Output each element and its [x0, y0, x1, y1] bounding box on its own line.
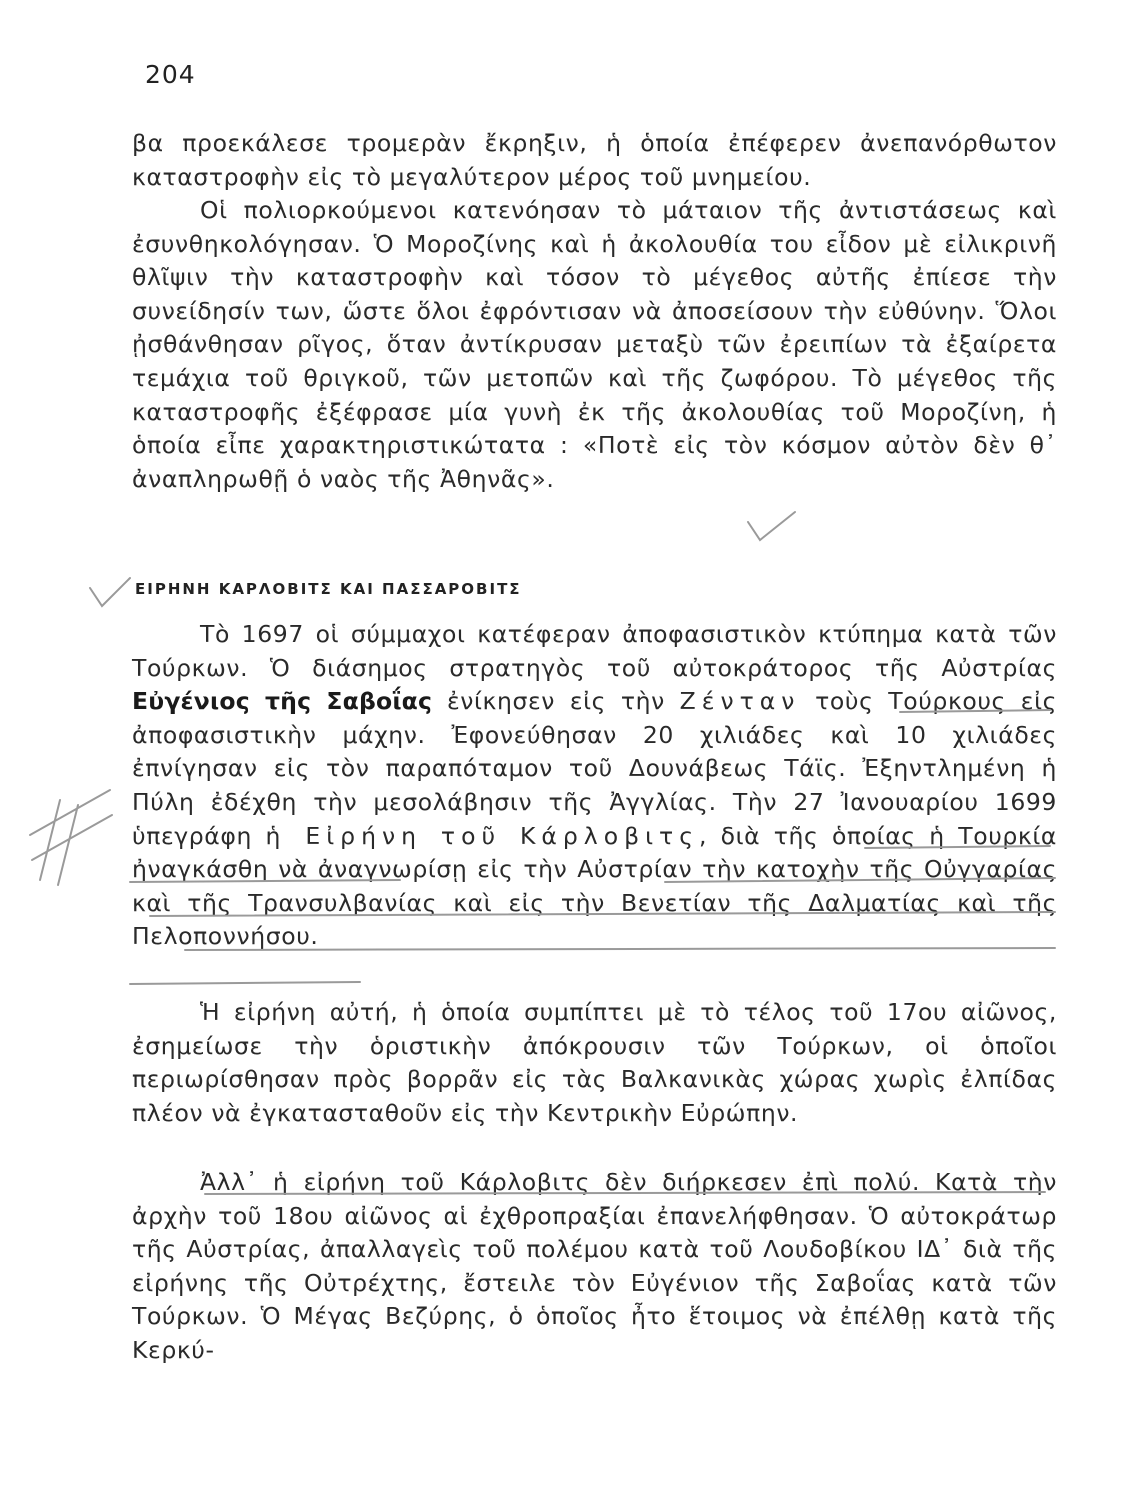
- hash-mark: [30, 790, 112, 885]
- paragraph-3-text-b: ἐνίκησεν εἰς τὴν: [432, 687, 680, 716]
- section-heading: ΕΙΡΗΝΗ ΚΑΡΛΟΒΙΤΣ ΚΑΙ ΠΑΣΣΑΡΟΒΙΤΣ: [135, 580, 522, 598]
- paragraph-4: Ἡ εἰρήνη αὐτή, ἡ ὁποία συμπίπτει μὲ τὸ τέλος τοῦ 17ου αἰῶνος, ἐσημείωσε τὴν ὁριστικὴν ἀπόκρουσιν τῶν Τούρκων, οἱ ὁποῖοι περιωρίσθησαν πρὸς βορρᾶν εἰς τὰς Βαλκανικὰς χώρας χωρὶς ἐλπίδας πλέον νὰ ἐγκατασταθοῦν εἰς τὴν Κεντρικὴν Εὐρώπην.: [132, 998, 1057, 1127]
- check-mark-2: [90, 578, 130, 606]
- paragraph-5: Ἀλλ᾽ ἡ εἰρήνη τοῦ Κάρλοβιτς δὲν διήρκεσεν ἐπὶ πολύ. Κατὰ τὴν ἀρχὴν τοῦ 18ου αἰῶνος αἱ ἐχθροπραξίαι ἐπανελήφθησαν. Ὁ αὐτοκράτωρ τῆς Αὐστρίας, ἀπαλλαγεὶς τοῦ πολέμου κατὰ τοῦ Λουδοβίκου ΙΔ᾽ διὰ τῆς εἰρήνης τῆς Οὐτρέχτης, ἔστειλε τὸν Εὐγένιον τῆς Σαβοΐας κατὰ τῶν Τούρκων. Ὁ Μέγας Βεζύρης, ὁ ὁποῖος ἦτο ἕτοιμος νὰ ἐπέλθῃ κατὰ τῆς Κερκύ-: [132, 1168, 1057, 1364]
- paragraph-3: [132, 618, 1057, 954]
- eugenios-savoy-bold: Εὐγένιος τῆς Σαβοΐας: [132, 687, 433, 716]
- paragraph-1: βα προεκάλεσε τρομερὰν ἔκρηξιν, ἡ ὁποία ἐπέφερεν ἀνεπανόρθωτον καταστροφὴν εἰς τὸ μεγαλύτερον μέρος τοῦ μνημείου.: [132, 129, 1057, 191]
- check-mark-1: [748, 512, 795, 540]
- underline-pelop: [130, 982, 360, 984]
- paragraph-2: Οἱ πολιορκούμενοι κατενόησαν τὸ μάταιον τῆς ἀντιστάσεως καὶ ἐσυνθηκολόγησαν. Ὁ Μοροζίνης καὶ ἡ ἀκολουθία του εἶδον μὲ εἰλικρινῆ θλῖψιν τὴν καταστροφὴν καὶ τόσον τὸ μέγεθος αὐτῆς ἐπίεσε τὴν συνείδησίν των, ὥστε ὅλοι ἐφρόντισαν νὰ ἀποσείσουν τὴν εὐθύνην. Ὅλοι ᾐσθάνθησαν ρῖγος, ὅταν ἀντίκρυσαν μεταξὺ τῶν ἐρειπίων τὰ ἐξαίρετα τεμάχια τοῦ θριγκοῦ, τῶν μετοπῶν καὶ τῆς ζωφόρου. Τὸ μέγεθος τῆς καταστροφῆς ἐξέφρασε μία γυνὴ ἐκ τῆς ἀκολουθίας τοῦ Μοροζίνη, ἡ ὁποία εἶπε χαρακτηριστικώτατα : «Ποτὲ εἰς τὸν κόσμον αὐτὸν δὲν θ᾽ ἀναπληρωθῇ ὁ ναὸς τῆς Ἀθηνᾶς».: [132, 196, 1057, 493]
- zenta-spaced: Ζένταν: [679, 687, 801, 716]
- peace-karlowitz-spaced: ἡ Εἰρήνη τοῦ Κάρλοβιτς: [265, 821, 699, 850]
- paragraph-3-text-c: τοὺς Τούρκους εἰς ἀποφασιστικὴν μάχην. Ἐφονεύθησαν 20 χιλιάδες καὶ 10 χιλιάδες ἐπνίγησαν εἰς τὸν παραπόταμον τοῦ Δουνάβεως Τάϊς. Ἐξηντλημένη ἡ Πύλη ἐδέχθη τὴν μεσολάβησιν τῆς Ἀγγλίας. Τὴν 27 Ἰανουαρίου 1699 ὑπεγράφη: [132, 687, 1058, 850]
- page-number: 204: [145, 60, 196, 89]
- paragraph-3-text-a: Τὸ 1697 οἱ σύμμαχοι κατέφεραν ἀποφασιστικὸν κτύπημα κατὰ τῶν Τούρκων. Ὁ διάσημος στρατηγὸς τοῦ αὐτοκράτορος τῆς Αὐστρίας: [132, 620, 1057, 682]
- paragraph-3-text-d: , διὰ τῆς ὁποίας ἡ Τουρκία ἠναγκάσθη νὰ ἀναγνωρίσῃ εἰς τὴν Αὐστρίαν τὴν κατοχὴν τῆς Οὐγγαρίας καὶ τῆς Τρανσυλβανίας καὶ εἰς τὴν Βενετίαν τῆς Δαλματίας καὶ τῆς Πελοποννήσου.: [132, 821, 1058, 951]
